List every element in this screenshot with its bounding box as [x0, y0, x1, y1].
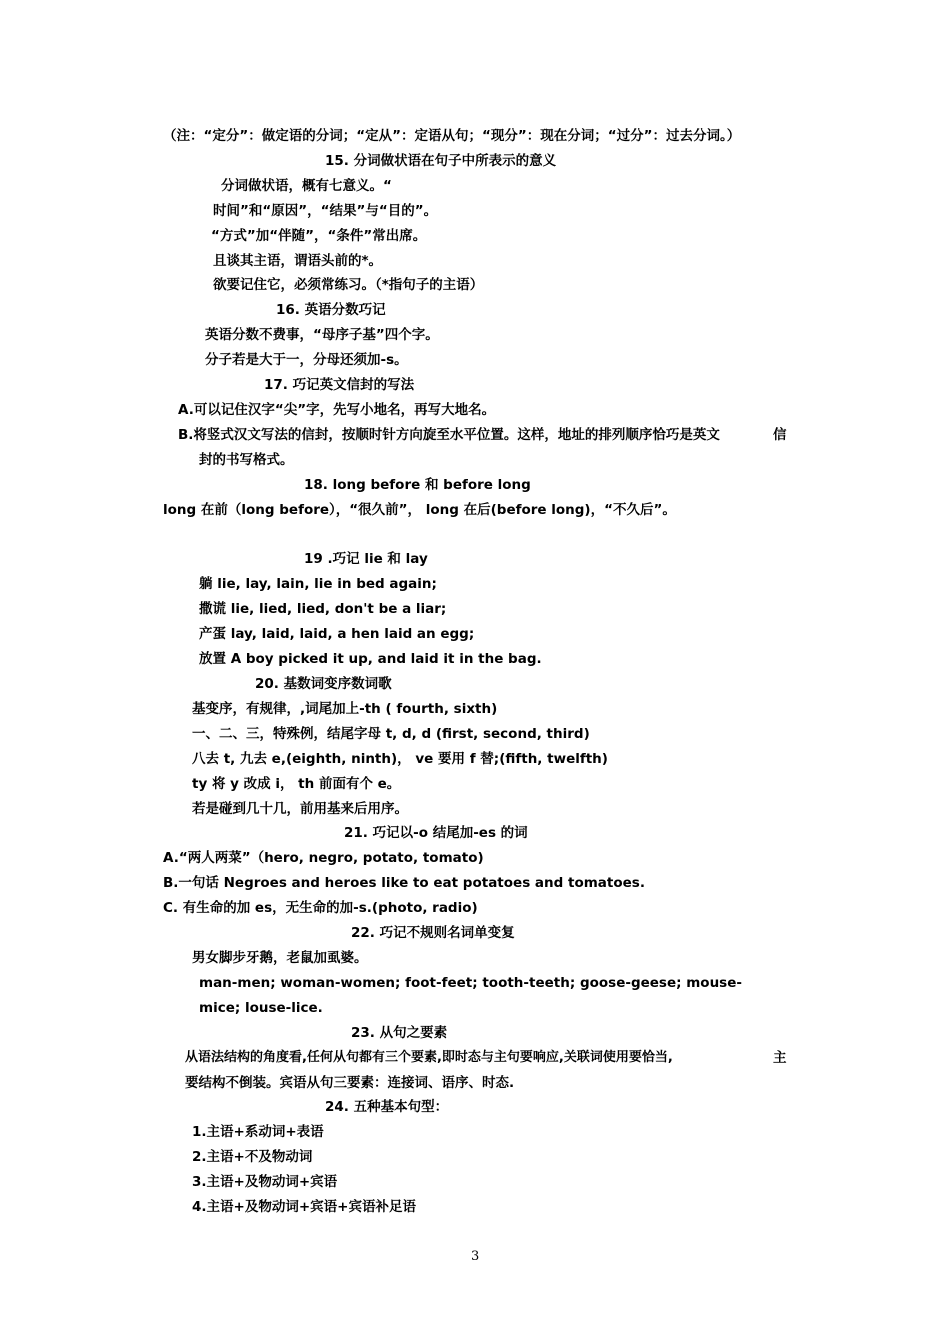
list-item: B.将竖式汉文写法的信封，按顺时针方向旋至水平位置。这样，地址的排列顺序恰巧是英文 [178, 427, 720, 443]
verse-line: 且谈其主语，谓语头前的*。 [213, 253, 383, 269]
section-heading-16: 16. 英语分数巧记 [276, 302, 386, 318]
verse-line: 分词做状语，概有七意义。“ [221, 178, 392, 194]
verse-line: 英语分数不费事，“母序子基”四个字。 [205, 327, 439, 343]
body-line: long 在前（long before），“很久前”， long 在后(before long)，“不久后”。 [163, 502, 676, 518]
body-line: 要结构不倒装。宾语从句三要素：连接词、语序、时态. [185, 1075, 515, 1091]
list-item-tail: 信 [773, 427, 787, 443]
section-heading-17: 17. 巧记英文信封的写法 [264, 377, 415, 393]
verse-line: 基变序，有规律，,词尾加上-th ( fourth, sixth) [192, 701, 498, 717]
verse-line: 欲要记住它，必须常练习。（*指句子的主语） [213, 277, 484, 293]
example-line: 撒谎 lie, lied, lied, don't be a liar; [199, 601, 447, 617]
body-line-tail: 主 [773, 1050, 787, 1066]
verse-line: “方式”加“伴随”，“条件”常出席。 [211, 228, 427, 244]
verse-line: ty 将 y 改成 i， th 前面有个 e。 [192, 776, 401, 792]
verse-line: 分子若是大于一，分母还须加-s。 [205, 352, 408, 368]
body-line: 从语法结构的角度看,任何从句都有三个要素,即时态与主句要响应,关联词使用要恰当, [185, 1050, 673, 1065]
list-item: C. 有生命的加 es，无生命的加-s.(photo, radio) [163, 900, 478, 916]
page-number: 3 [471, 1249, 480, 1264]
verse-line: 时间”和“原因”，“结果”与“目的”。 [213, 203, 438, 219]
example-line: mice; louse-lice. [199, 1000, 323, 1016]
list-item: B.一句话 Negroes and heroes like to eat potatoes and tomatoes. [163, 875, 645, 891]
example-line: 产蛋 lay, laid, laid, a hen laid an egg; [199, 626, 475, 642]
section-heading-18: 18. long before 和 before long [304, 477, 531, 493]
list-item: A.“两人两菜”（hero, negro, potato, tomato) [163, 850, 484, 866]
verse-line: 八去 t, 九去 e,(eighth, ninth)， ve 要用 f 替;(fifth, twelfth) [192, 751, 608, 767]
verse-line: 若是碰到几十几，前用基来后用序。 [192, 801, 408, 817]
section-heading-20: 20. 基数词变序数词歌 [255, 676, 392, 692]
list-item: 3.主语+及物动词+宾语 [192, 1174, 338, 1190]
example-line: 放置 A boy picked it up, and laid it in the bag. [199, 651, 542, 667]
section-heading-21: 21. 巧记以-o 结尾加-es 的词 [344, 825, 528, 841]
list-item-continuation: 封的书写格式。 [199, 452, 294, 468]
list-item: A.可以记住汉字“尖”字，先写小地名，再写大地名。 [178, 402, 496, 418]
list-item: 4.主语+及物动词+宾语+宾语补足语 [192, 1199, 416, 1215]
example-line: man-men; woman-women; foot-feet; tooth-teeth; goose-geese; mouse- [199, 975, 742, 991]
section-heading-23: 23. 从句之要素 [351, 1025, 448, 1041]
note-line: （注：“定分”：做定语的分词；“定从”：定语从句；“现分”：现在分词；“过分”：过去分词。） [163, 128, 741, 144]
list-item: 1.主语+系动词+表语 [192, 1124, 324, 1140]
section-heading-15: 15. 分词做状语在句子中所表示的意义 [325, 153, 557, 169]
section-heading-22: 22. 巧记不规则名词单变复 [351, 925, 515, 941]
list-item: 2.主语+不及物动词 [192, 1149, 313, 1165]
verse-line: 一、二、三，特殊例，结尾字母 t, d, d (first, second, third) [192, 726, 590, 742]
verse-line: 男女脚步牙鹅，老鼠加虱婆。 [192, 950, 368, 966]
section-heading-24: 24. 五种基本句型： [325, 1099, 449, 1115]
example-line: 躺 lie, lay, lain, lie in bed again; [199, 576, 437, 592]
section-heading-19: 19 .巧记 lie 和 lay [304, 551, 428, 567]
